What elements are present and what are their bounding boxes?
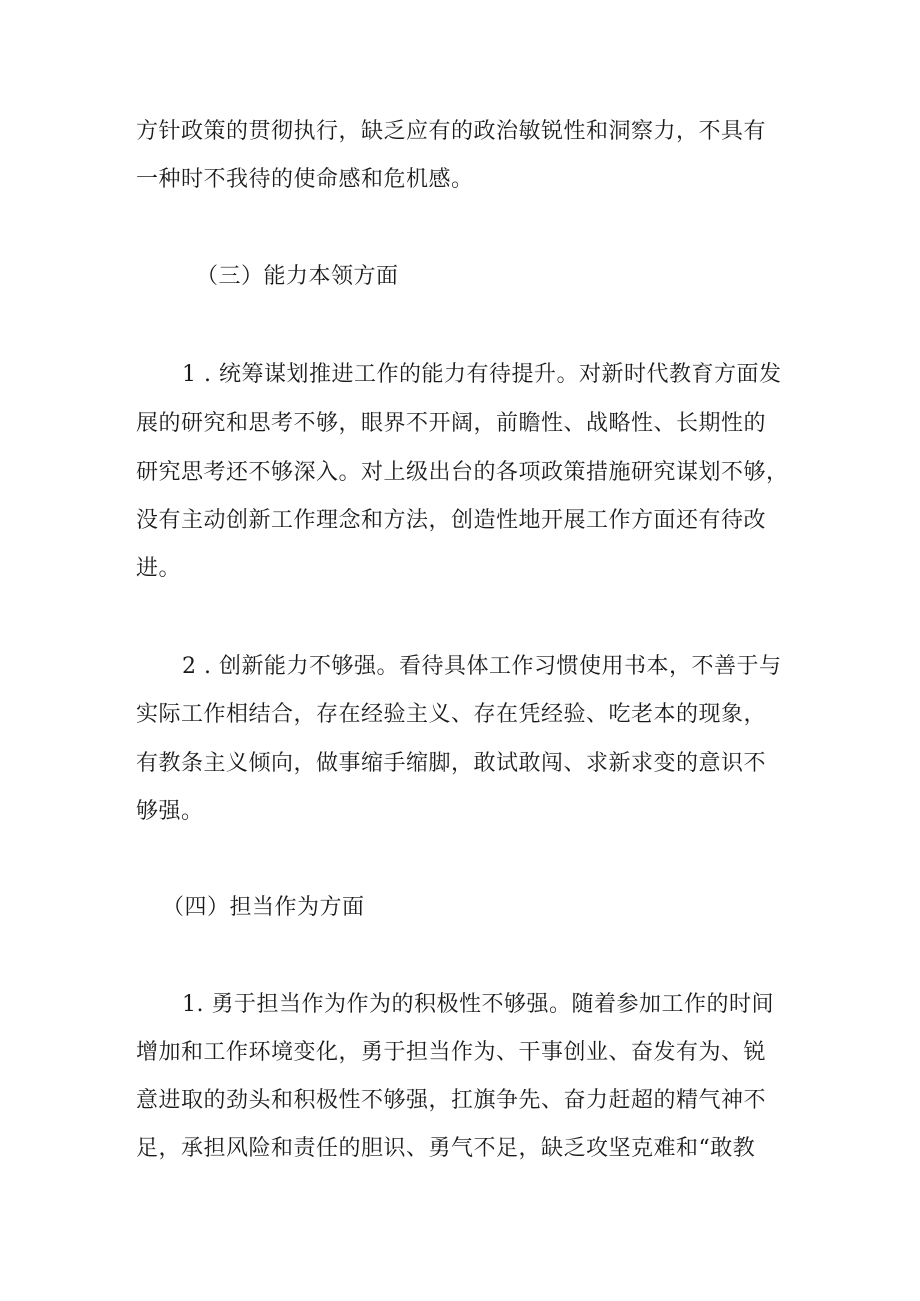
- body-text-line: 增加和工作环境变化，勇于担当作为、干事创业、奋发有为、锐: [136, 1040, 767, 1065]
- body-text-line: 够强。: [136, 799, 204, 824]
- body-text-line: 没有主动创新工作理念和方法，创造性地开展工作方面还有待改: [136, 508, 767, 533]
- section-heading: （四）担当作为方面: [162, 895, 365, 920]
- body-text-line: 1 . 统筹谋划推进工作的能力有待提升。对新时代教育方面发: [182, 362, 782, 387]
- body-text-line: 实际工作相结合，存在经验主义、存在凭经验、吃老本的现象，: [136, 702, 767, 727]
- body-text-line: 研究思考还不够深入。对上级出台的各项政策措施研究谋划不够，: [136, 460, 789, 485]
- body-text-line: 进。: [136, 556, 182, 581]
- body-text-line: 足，承担风险和责任的胆识、勇气不足，缺乏攻坚克难和“敢教: [136, 1136, 756, 1161]
- body-text-line: 意进取的劲头和积极性不够强，扛旗争先、奋力赶超的精气神不: [136, 1088, 767, 1113]
- body-text-line: 2 . 创新能力不够强。看待具体工作习惯使用书本，不善于与: [182, 654, 782, 679]
- body-text-line: 有教条主义倾向，做事缩手缩脚，敢试敢闯、求新求变的意识不: [136, 751, 767, 776]
- body-text-line: 方针政策的贯彻执行，缺乏应有的政治敏锐性和洞察力，不具有: [136, 119, 767, 144]
- body-text-line: 展的研究和思考不够，眼界不开阔，前瞻性、战略性、长期性的: [136, 411, 767, 436]
- body-text-line: 一种时不我待的使命感和危机感。: [136, 167, 474, 192]
- body-text-line: 1. 勇于担当作为作为的积极性不够强。随着参加工作的时间: [182, 992, 774, 1017]
- section-heading: （三）能力本领方面: [196, 264, 399, 289]
